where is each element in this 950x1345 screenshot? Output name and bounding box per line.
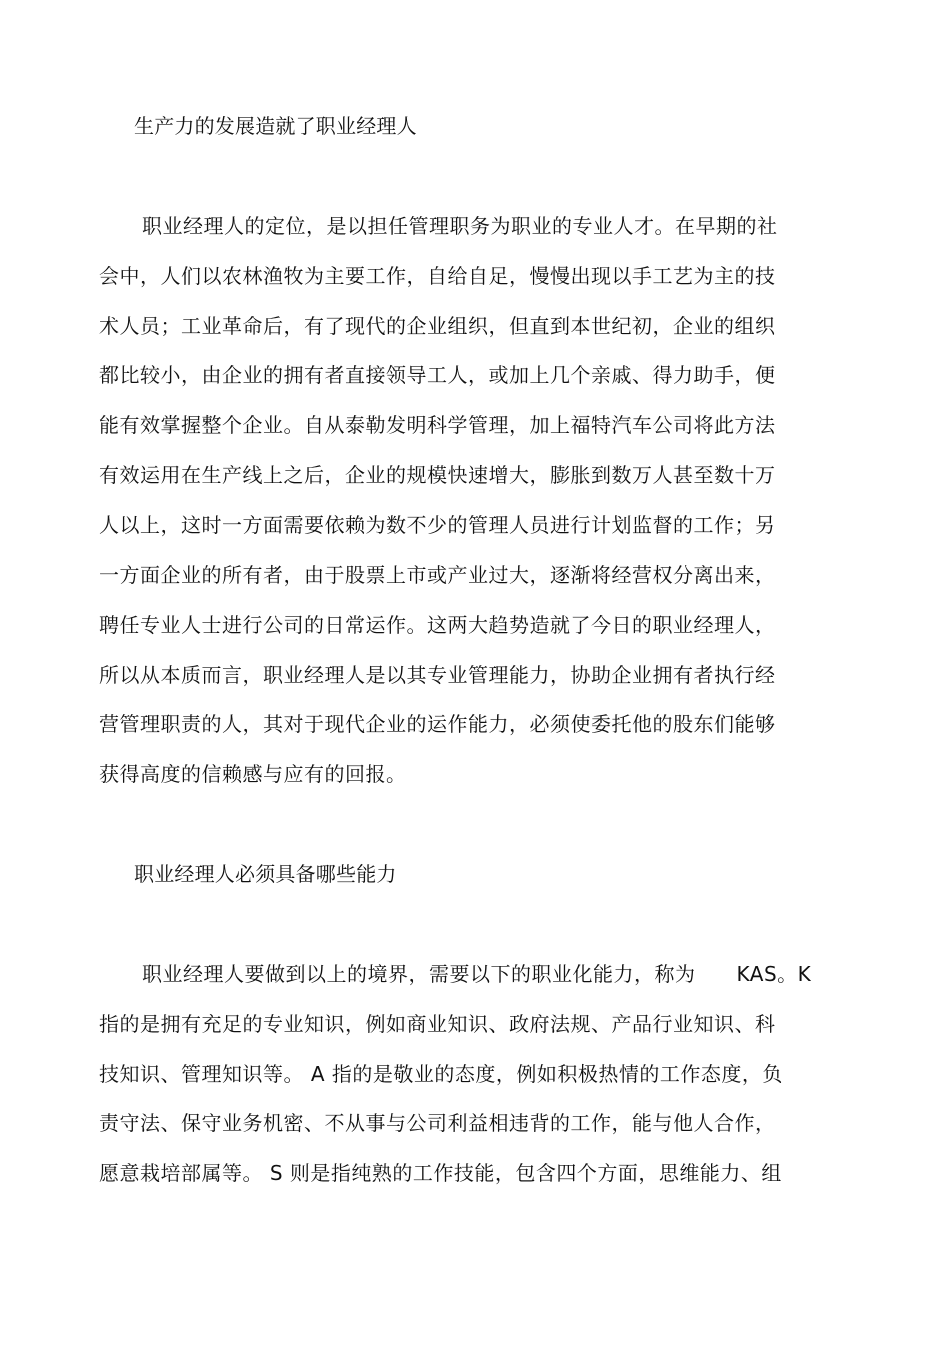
paragraph-line: 职业经理人的定位，是以担任管理职务为职业的专业人才。在早期的社: [142, 214, 778, 238]
paragraph-line: 职业经理人要做到以上的境界，需要以下的职业化能力，称为 KAS。K: [142, 962, 812, 986]
paragraph-line: 能有效掌握整个企业。自从泰勒发明科学管理，加上福特汽车公司将此方法: [99, 413, 776, 437]
paragraph-line: 会中，人们以农林渔牧为主要工作，自给自足，慢慢出现以手工艺为主的技: [99, 264, 776, 288]
section-heading-1: 生产力的发展造就了职业经理人: [134, 114, 417, 138]
paragraph-line: 营管理职责的人，其对于现代企业的运作能力，必须使委托他的股东们能够: [99, 712, 776, 736]
paragraph-line: 有效运用在生产线上之后，企业的规模快速增大，膨胀到数万人甚至数十万: [99, 463, 776, 487]
paragraph-line: 术人员；工业革命后，有了现代的企业组织，但直到本世纪初，企业的组织: [99, 314, 776, 338]
paragraph-line: 一方面企业的所有者，由于股票上市或产业过大，逐渐将经营权分离出来，: [99, 563, 776, 587]
paragraph-line: 获得高度的信赖感与应有的回报。: [99, 762, 407, 786]
paragraph-line: 愿意栽培部属等。 S 则是指纯熟的工作技能，包含四个方面，思维能力、组: [99, 1161, 782, 1185]
paragraph-line: 都比较小，由企业的拥有者直接领导工人，或加上几个亲戚、得力助手，便: [99, 363, 776, 387]
paragraph-line: 所以从本质而言，职业经理人是以其专业管理能力，协助企业拥有者执行经: [99, 663, 776, 687]
paragraph-line: 指的是拥有充足的专业知识，例如商业知识、政府法规、产品行业知识、科: [99, 1012, 776, 1036]
paragraph-line: 聘任专业人士进行公司的日常运作。这两大趋势造就了今日的职业经理人，: [99, 613, 776, 637]
paragraph-line: 人以上，这时一方面需要依赖为数不少的管理人员进行计划监督的工作；另: [99, 513, 776, 537]
paragraph-line: 责守法、保守业务机密、不从事与公司利益相违背的工作，能与他人合作，: [99, 1111, 776, 1135]
paragraph-line: 技知识、管理知识等。 A 指的是敬业的态度，例如积极热情的工作态度，负: [99, 1062, 783, 1086]
section-heading-2: 职业经理人必须具备哪些能力: [134, 862, 397, 886]
